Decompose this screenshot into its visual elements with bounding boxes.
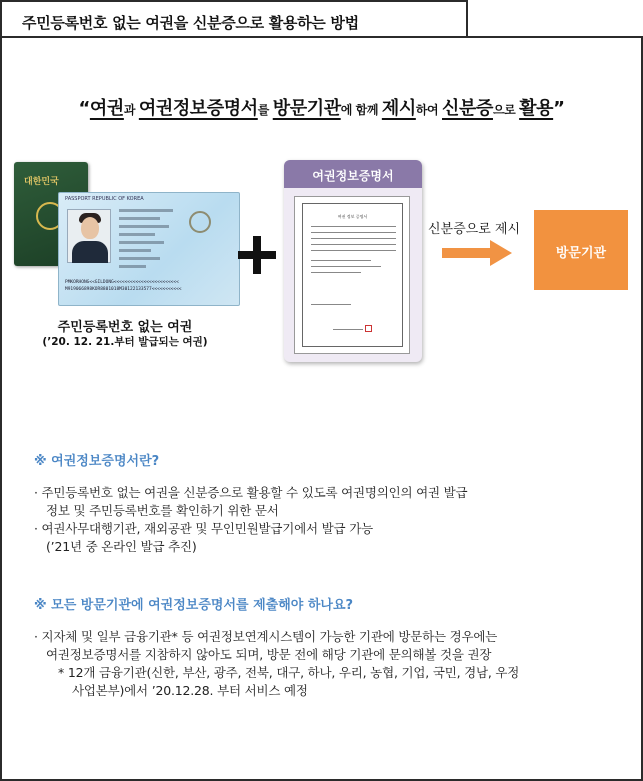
passport-photo bbox=[67, 209, 111, 263]
certificate-document bbox=[294, 196, 410, 354]
section2-note-line1: * 12개 금융기관(신한, 부산, 광주, 전북, 대구, 하나, 우리, 농협, 기업, 국민, 경남, 우정 bbox=[58, 665, 520, 680]
section2-note-line2: 사업본부)에서 ’20.12.28. 부터 서비스 예정 bbox=[72, 683, 308, 698]
headline-particle-4: 하여 bbox=[415, 103, 442, 117]
visit-agency-box: 방문기관 bbox=[534, 210, 628, 290]
certificate-stamp-icon bbox=[365, 325, 372, 332]
passport-data-page bbox=[58, 192, 240, 306]
section2-title: ※ 모든 방문기관에 여권정보증명서를 제출해야 하나요? bbox=[34, 598, 354, 613]
section1-bullet2-line2: (’21년 중 온라인 발급 추진) bbox=[46, 539, 197, 554]
page-title-tab: 주민등록번호 없는 여권을 신분증으로 활용하는 방법 bbox=[0, 0, 468, 38]
plus-icon bbox=[238, 236, 276, 274]
section2-body bbox=[34, 628, 624, 700]
passport-mrz: PMKORHONG<<GILDONG<<<<<<<<<<<<<<<<<<<<<<<< M919066898KOR8801018M30122133577<<<<<<<<<<< bbox=[65, 280, 182, 292]
passport-illustration bbox=[10, 162, 240, 307]
section1-bullet2-line1: · 여권사무대행기관, 재외공관 및 무인민원발급기에서 발급 가능 bbox=[34, 521, 373, 536]
headline-word-certificate: 여권정보증명서 bbox=[138, 98, 258, 119]
certificate-doc-title: 여권 정보 증명서 bbox=[337, 214, 368, 219]
section2-bullet1-line1: · 지자체 및 일부 금융기관* 등 여권정보연계시스템이 가능한 기관에 방문하는 경우에는 bbox=[34, 629, 498, 644]
section2-bullet1-line2: 여권정보증명서를 지참하지 않아도 되며, 방문 전에 해당 기관에 문의해볼 것을 권장 bbox=[46, 647, 492, 662]
headline-particle-1: 과 bbox=[123, 103, 139, 117]
section1-title: ※ 여권정보증명서란? bbox=[34, 454, 160, 469]
certificate-card-title: 여권정보증명서 bbox=[284, 160, 422, 188]
section1-bullet1-line1: · 주민등록번호 없는 여권을 신분증으로 활용할 수 있도록 여권명의인의 여권 발급 bbox=[34, 485, 468, 500]
certificate-card bbox=[284, 160, 422, 362]
arrow-label: 신분증으로 제시 bbox=[428, 222, 521, 237]
headline-particle-5: 으로 bbox=[492, 103, 520, 117]
headline-word-present: 제시 bbox=[381, 98, 416, 119]
passport-header: PASSPORT REPUBLIC OF KOREA bbox=[65, 196, 144, 202]
headline bbox=[0, 94, 643, 120]
passport-seal-icon bbox=[189, 211, 211, 233]
headline-particle-3: 에 함께 bbox=[340, 103, 382, 117]
headline-open-quote: “ bbox=[78, 98, 90, 119]
passport-subcaption: (’20. 12. 21.부터 발급되는 여권) bbox=[42, 336, 208, 348]
passport-caption: 주민등록번호 없는 여권 bbox=[57, 320, 193, 335]
headline-close-quote: ” bbox=[553, 98, 565, 119]
headline-particle-2: 를 bbox=[257, 103, 273, 117]
right-arrow-icon bbox=[442, 240, 514, 266]
headline-word-use: 활용 bbox=[519, 98, 554, 119]
passport-cover-title: 대한민국 bbox=[24, 177, 59, 187]
headline-word-passport: 여권 bbox=[89, 98, 124, 119]
headline-word-visit-agency: 방문기관 bbox=[272, 98, 341, 119]
section1-bullet1-line2: 정보 및 주민등록번호를 확인하기 위한 문서 bbox=[46, 503, 279, 518]
section1-body bbox=[34, 484, 624, 556]
headline-word-id: 신분증 bbox=[442, 98, 493, 119]
